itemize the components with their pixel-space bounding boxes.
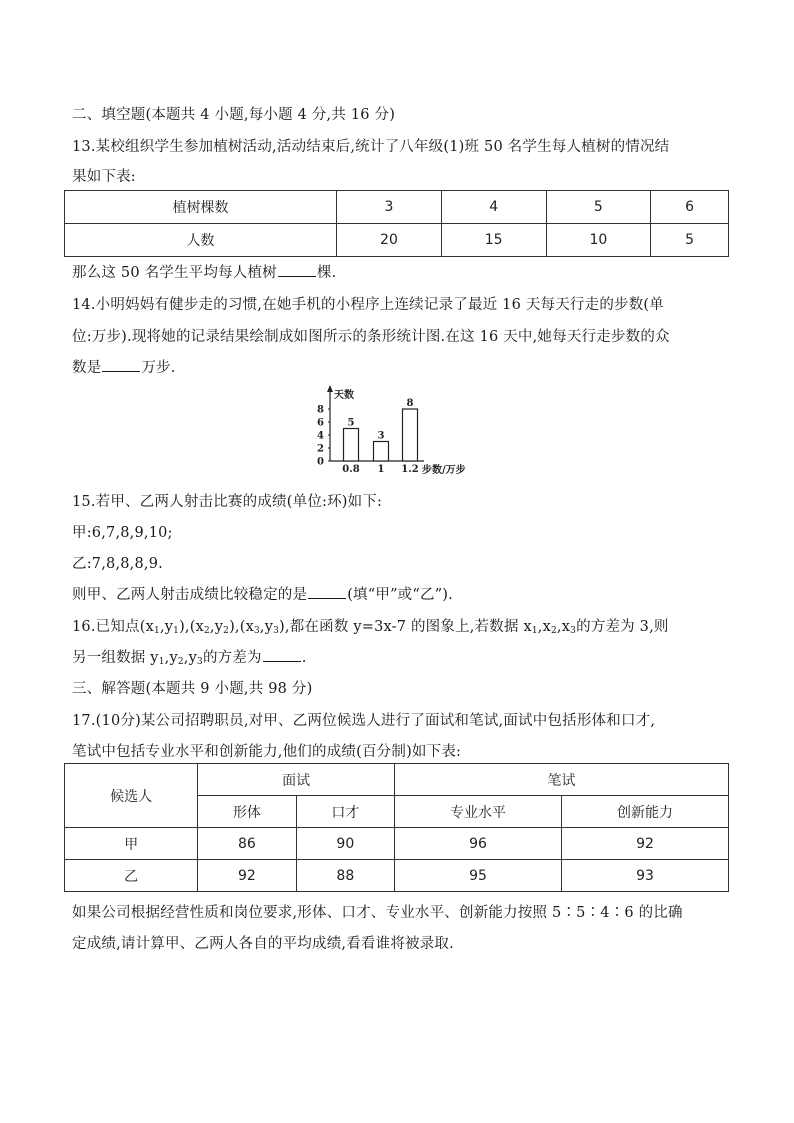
x-tick-label: 1 bbox=[377, 464, 385, 475]
q17-score-table bbox=[64, 763, 729, 892]
x-tick-label: 0.8 bbox=[342, 464, 360, 475]
subscript: 3 bbox=[273, 626, 280, 636]
subscript: 2 bbox=[203, 626, 210, 636]
table-cell: 93 bbox=[562, 860, 729, 892]
subscript: 3 bbox=[253, 626, 260, 636]
bar-value-label: 5 bbox=[347, 417, 355, 429]
table-cell: 15 bbox=[441, 224, 546, 257]
q17-line-2: 笔试中包括专业水平和创新能力,他们的成绩(百分制)如下表: bbox=[72, 744, 462, 760]
row-label: 人数 bbox=[65, 224, 337, 257]
y-tick-label: 2 bbox=[317, 443, 324, 455]
y-axis-label: 天数 bbox=[334, 390, 354, 401]
subscript: 1 bbox=[154, 626, 160, 636]
q15-line-1: 15.若甲、乙两人射击比赛的成绩(单位:环)如下: bbox=[72, 494, 383, 510]
table-cell: 86 bbox=[198, 828, 296, 860]
table-cell: 95 bbox=[395, 860, 562, 892]
sub-header: 专业水平 bbox=[395, 796, 562, 828]
bar-value-label: 3 bbox=[377, 430, 385, 442]
header-interview: 面试 bbox=[198, 764, 395, 796]
q17-line-3: 如果公司根据经营性质和岗位要求,形体、口才、专业水平、创新能力按照 5∶5∶4∶6 的比确 bbox=[72, 905, 683, 921]
subscript: 2 bbox=[550, 626, 557, 636]
table-row bbox=[65, 224, 729, 257]
table-row bbox=[65, 828, 729, 860]
subscript: 2 bbox=[177, 657, 184, 667]
text: , bbox=[556, 619, 562, 635]
answer-blank[interactable] bbox=[102, 359, 140, 372]
bar-1.2 bbox=[403, 409, 418, 461]
bars bbox=[342, 398, 418, 475]
header-candidate: 候选人 bbox=[65, 764, 198, 828]
q13-answer-line bbox=[72, 261, 336, 282]
q17-line-1: 17.(10分)某公司招聘职员,对甲、乙两位候选人进行了面试和笔试,面试中包括形体和口才, bbox=[72, 713, 656, 729]
y-tick-label: 6 bbox=[317, 417, 324, 429]
table-row bbox=[65, 764, 729, 796]
sub-header: 创新能力 bbox=[562, 796, 729, 828]
y-ticks bbox=[317, 405, 330, 468]
q15-line-4-pre: 则甲、乙两人射击成绩比较稳定的是 bbox=[72, 587, 308, 603]
text: 另一组数据 y bbox=[72, 650, 159, 666]
table-row bbox=[65, 191, 729, 224]
table-cell: 5 bbox=[651, 224, 729, 257]
bar-1 bbox=[374, 442, 389, 462]
text: 16.已知点(x bbox=[72, 619, 154, 635]
text: , bbox=[183, 650, 189, 666]
bar-value-label: 8 bbox=[406, 398, 414, 409]
x-tick-label: 1.2 bbox=[401, 464, 419, 475]
table-cell: 5 bbox=[546, 191, 651, 224]
bar-0.8 bbox=[344, 429, 359, 462]
step-count-bar-chart bbox=[312, 383, 492, 478]
y-tick-label: 4 bbox=[317, 430, 324, 442]
table-cell: 4 bbox=[441, 191, 546, 224]
answer-blank[interactable] bbox=[278, 264, 316, 277]
y-tick-label: 8 bbox=[317, 404, 324, 416]
subscript: 3 bbox=[570, 626, 577, 636]
table-row bbox=[65, 860, 729, 892]
section-3-title: 三、解答题(本题共 9 小题,共 98 分) bbox=[72, 681, 313, 697]
text: ,y bbox=[159, 619, 174, 635]
section-2-title: 二、填空题(本题共 4 小题,每小题 4 分,共 16 分) bbox=[72, 107, 396, 123]
candidate-name: 甲 bbox=[65, 828, 198, 860]
table-cell: 88 bbox=[296, 860, 394, 892]
x-axis-label: 步数/万步 bbox=[422, 465, 466, 476]
subscript: 1 bbox=[531, 626, 538, 636]
q13-answer-pre: 那么这 50 名学生平均每人植树 bbox=[72, 265, 277, 281]
table-cell: 92 bbox=[198, 860, 296, 892]
table-cell: 3 bbox=[337, 191, 442, 224]
text: ,y bbox=[209, 619, 224, 635]
q13-line-2: 果如下表: bbox=[72, 169, 136, 185]
text: ),(x bbox=[179, 619, 204, 635]
answer-blank[interactable] bbox=[263, 649, 301, 662]
text: ),都在函数 y=3x-7 的图象上,若数据 x bbox=[279, 619, 532, 635]
text: ),(x bbox=[229, 619, 254, 635]
subscript: 1 bbox=[173, 626, 180, 636]
y-axis-arrow-icon bbox=[327, 385, 333, 392]
sub-header: 口才 bbox=[296, 796, 394, 828]
subscript: 1 bbox=[158, 657, 165, 667]
q13-table bbox=[64, 190, 729, 257]
table-cell: 6 bbox=[651, 191, 729, 224]
table-cell: 20 bbox=[337, 224, 442, 257]
candidate-name: 乙 bbox=[65, 860, 198, 892]
y-tick-label: 0 bbox=[317, 456, 324, 468]
q13-answer-post: 棵. bbox=[316, 265, 337, 281]
header-written: 笔试 bbox=[395, 764, 729, 796]
table-cell: 90 bbox=[296, 828, 394, 860]
q16-line-2: 另一组数据 $y_1,y_2,y_3$的方差为 . bbox=[72, 650, 307, 667]
q14-line-3 bbox=[72, 356, 176, 377]
q15-jia-scores: 甲:6,7,8,9,10; bbox=[72, 525, 173, 541]
q15-yi-scores: 乙:7,8,8,8,9. bbox=[72, 556, 163, 572]
q14-line-3-post: 万步. bbox=[141, 360, 176, 376]
row-label: 植树棵数 bbox=[65, 191, 337, 224]
text: ,y bbox=[259, 619, 274, 635]
text: , bbox=[164, 650, 170, 666]
q15-answer-line bbox=[72, 583, 453, 604]
answer-blank[interactable] bbox=[308, 586, 346, 599]
q15-line-4-post: (填“甲”或“乙”). bbox=[347, 587, 453, 603]
subscript: 3 bbox=[197, 657, 203, 667]
text: 的方差为 3,则 bbox=[576, 619, 669, 635]
table-cell: 96 bbox=[395, 828, 562, 860]
q17-line-4: 定成绩,请计算甲、乙两人各自的平均成绩,看看谁将被录取. bbox=[72, 936, 454, 952]
q14-line-3-pre: 数是 bbox=[72, 360, 102, 376]
text: , bbox=[537, 619, 543, 635]
table-cell: 10 bbox=[546, 224, 651, 257]
table-cell: 92 bbox=[562, 828, 729, 860]
sub-header: 形体 bbox=[198, 796, 296, 828]
q16-line-1: 16.已知点$(x_1,y_1),(x_2,y_2),(x_3,y_3)$,都在函数 y=3x-7 的图象上,若数据 $x_1,x_2,x_3$的方差为 3,则 bbox=[72, 619, 669, 636]
subscript: 2 bbox=[223, 626, 230, 636]
q14-line-1: 14.小明妈妈有健步走的习惯,在她手机的小程序上连续记录了最近 16 天每天行走的步数(单 bbox=[72, 297, 664, 313]
text: 的方差为 bbox=[202, 650, 262, 666]
text: . bbox=[301, 650, 307, 666]
q13-line-1: 13.某校组织学生参加植树活动,活动结束后,统计了八年级(1)班 50 名学生每人植树的情况结 bbox=[72, 139, 670, 155]
q14-line-2: 位:万步).现将她的记录结果绘制成如图所示的条形统计图.在这 16 天中,她每天行走步数的众 bbox=[72, 329, 670, 345]
